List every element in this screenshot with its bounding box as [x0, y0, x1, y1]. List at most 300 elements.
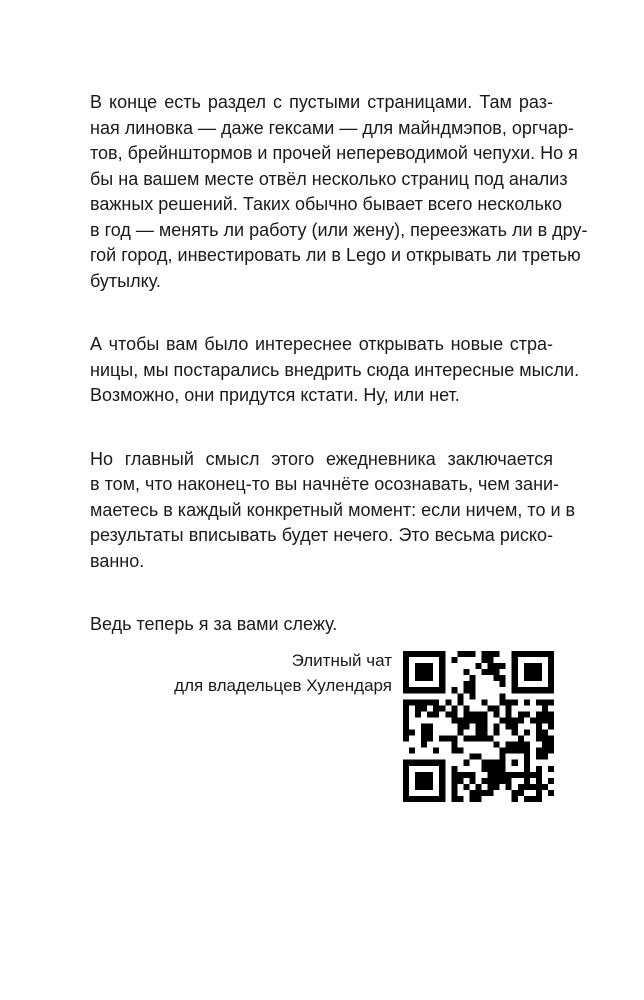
- qr-module: [500, 778, 506, 784]
- qr-module: [463, 705, 469, 711]
- qr-module: [403, 790, 409, 796]
- qr-module: [500, 748, 506, 754]
- qr-module: [463, 711, 469, 717]
- qr-module: [542, 711, 548, 717]
- qr-module: [530, 663, 536, 669]
- qr-module: [506, 784, 512, 790]
- qr-module: [488, 778, 494, 784]
- qr-module: [439, 651, 445, 657]
- qr-module: [439, 675, 445, 681]
- qr-module: [427, 723, 433, 729]
- qr-module: [488, 772, 494, 778]
- qr-module: [536, 717, 542, 723]
- qr-module: [536, 675, 542, 681]
- qr-module: [512, 796, 518, 802]
- qr-module: [494, 675, 500, 681]
- qr-module: [512, 772, 518, 778]
- qr-module: [469, 711, 475, 717]
- qr-module: [524, 778, 530, 784]
- qr-module: [500, 681, 506, 687]
- qr-module: [403, 651, 409, 657]
- qr-module: [403, 760, 409, 766]
- qr-module: [427, 651, 433, 657]
- qr-module: [530, 784, 536, 790]
- text-line: в том, что наконец-то вы начнёте осознавать, чем зани-: [90, 474, 560, 494]
- text-line: Возможно, они придутся кстати. Ну, или нет.: [90, 385, 460, 405]
- qr-module: [445, 711, 451, 717]
- qr-module: [421, 663, 427, 669]
- qr-module: [494, 784, 500, 790]
- qr-module: [542, 754, 548, 760]
- qr-module: [427, 760, 433, 766]
- qr-module: [439, 687, 445, 693]
- qr-module: [500, 772, 506, 778]
- qr-module: [439, 705, 445, 711]
- qr-module: [469, 778, 475, 784]
- qr-module: [451, 657, 457, 663]
- qr-module: [536, 778, 542, 784]
- qr-module: [524, 742, 530, 748]
- qr-module: [451, 687, 457, 693]
- qr-module: [524, 784, 530, 790]
- qr-module: [524, 760, 530, 766]
- qr-module: [530, 717, 536, 723]
- qr-module: [482, 651, 488, 657]
- qr-module: [439, 681, 445, 687]
- qr-module: [482, 723, 488, 729]
- qr-module: [494, 723, 500, 729]
- qr-module: [409, 687, 415, 693]
- qr-module: [403, 772, 409, 778]
- qr-module: [457, 699, 463, 705]
- qr-module: [506, 717, 512, 723]
- qr-module: [518, 790, 524, 796]
- qr-module: [500, 693, 506, 699]
- text-line: гой город, инвестировать ли в Lego и открывать ли третью: [90, 245, 581, 265]
- qr-module: [427, 711, 433, 717]
- qr-module: [488, 657, 494, 663]
- qr-module: [421, 760, 427, 766]
- qr-module: [433, 711, 439, 717]
- qr-module: [536, 723, 542, 729]
- qr-module: [421, 730, 427, 736]
- qr-module: [542, 717, 548, 723]
- qr-module: [433, 760, 439, 766]
- qr-module: [415, 705, 421, 711]
- qr-module: [482, 730, 488, 736]
- qr-module: [475, 736, 481, 742]
- qr-module: [463, 717, 469, 723]
- qr-module: [524, 675, 530, 681]
- qr-module: [403, 687, 409, 693]
- qr-module: [536, 711, 542, 717]
- qr-module: [403, 778, 409, 784]
- qr-module: [542, 748, 548, 754]
- qr-module: [536, 796, 542, 802]
- qr-module: [415, 778, 421, 784]
- qr-module: [463, 784, 469, 790]
- qr-caption-line-2: для владельцев Хулендаря: [174, 676, 392, 695]
- qr-module: [506, 742, 512, 748]
- qr-module: [409, 651, 415, 657]
- body-text: [65, 90, 588, 676]
- qr-module: [518, 784, 524, 790]
- qr-module: [469, 651, 475, 657]
- qr-module: [433, 699, 439, 705]
- qr-module: [403, 681, 409, 687]
- qr-module: [469, 717, 475, 723]
- qr-module: [542, 730, 548, 736]
- qr-module: [457, 778, 463, 784]
- qr-module: [494, 651, 500, 657]
- qr-module: [415, 711, 421, 717]
- qr-module: [439, 766, 445, 772]
- qr-module: [512, 730, 518, 736]
- qr-module: [524, 699, 530, 705]
- text-line: бутылку.: [90, 270, 161, 291]
- qr-module: [500, 663, 506, 669]
- qr-module: [433, 651, 439, 657]
- qr-module: [482, 657, 488, 663]
- qr-module: [451, 796, 457, 802]
- qr-module: [536, 790, 542, 796]
- qr-module: [433, 748, 439, 754]
- qr-module: [463, 723, 469, 729]
- qr-module: [518, 711, 524, 717]
- qr-module: [421, 796, 427, 802]
- qr-module: [530, 675, 536, 681]
- qr-module: [524, 796, 530, 802]
- qr-module: [548, 748, 554, 754]
- qr-module: [439, 796, 445, 802]
- qr-module: [415, 772, 421, 778]
- qr-module: [548, 742, 554, 748]
- qr-module: [427, 778, 433, 784]
- qr-module: [536, 754, 542, 760]
- qr-module: [512, 651, 518, 657]
- qr-module: [451, 748, 457, 754]
- qr-module: [409, 730, 415, 736]
- qr-module: [482, 736, 488, 742]
- qr-module: [494, 730, 500, 736]
- qr-module: [433, 796, 439, 802]
- text-line: бы на вашем месте отвёл несколько страниц под анализ: [90, 168, 568, 189]
- qr-module: [488, 760, 494, 766]
- qr-module: [427, 675, 433, 681]
- qr-module: [415, 784, 421, 790]
- qr-module: [415, 760, 421, 766]
- qr-module: [542, 705, 548, 711]
- qr-module: [548, 657, 554, 663]
- qr-module: [512, 742, 518, 748]
- qr-module: [433, 705, 439, 711]
- qr-module: [409, 796, 415, 802]
- qr-module: [439, 790, 445, 796]
- qr-module: [536, 766, 542, 772]
- qr-module: [512, 748, 518, 754]
- qr-module: [427, 772, 433, 778]
- qr-module: [415, 651, 421, 657]
- qr-module: [548, 717, 554, 723]
- qr-module: [512, 687, 518, 693]
- qr-module: [512, 790, 518, 796]
- qr-module: [421, 736, 427, 742]
- qr-module: [469, 736, 475, 742]
- qr-module: [403, 711, 409, 717]
- qr-module: [427, 796, 433, 802]
- qr-module: [548, 669, 554, 675]
- qr-module: [427, 699, 433, 705]
- qr-module: [548, 711, 554, 717]
- qr-module: [512, 717, 518, 723]
- text-line: А чтобы вам было интереснее открывать новые стра-: [90, 334, 553, 354]
- qr-module: [475, 663, 481, 669]
- qr-module: [512, 657, 518, 663]
- qr-module: [427, 687, 433, 693]
- qr-module: [403, 796, 409, 802]
- qr-module: [427, 669, 433, 675]
- qr-module: [500, 675, 506, 681]
- qr-module: [475, 796, 481, 802]
- qr-module: [403, 657, 409, 663]
- qr-module: [457, 772, 463, 778]
- qr-module: [488, 651, 494, 657]
- text-line: ницы, мы постарались внедрить сюда интересные мысли.: [90, 359, 580, 380]
- qr-module: [415, 687, 421, 693]
- qr-module: [445, 699, 451, 705]
- qr-module: [524, 772, 530, 778]
- qr-module: [475, 717, 481, 723]
- qr-module: [469, 754, 475, 760]
- qr-module: [427, 784, 433, 790]
- qr-module: [506, 705, 512, 711]
- qr-module: [524, 687, 530, 693]
- qr-module: [403, 723, 409, 729]
- qr-module: [494, 663, 500, 669]
- qr-module: [457, 730, 463, 736]
- qr-module: [482, 790, 488, 796]
- qr-module: [542, 687, 548, 693]
- qr-caption-line-1: Элитный чат: [291, 651, 392, 670]
- qr-module: [524, 730, 530, 736]
- qr-module: [506, 723, 512, 729]
- qr-module: [548, 736, 554, 742]
- qr-module: [530, 772, 536, 778]
- qr-module: [409, 760, 415, 766]
- qr-module: [548, 699, 554, 705]
- qr-module: [421, 705, 427, 711]
- qr-module: [506, 711, 512, 717]
- qr-module: [475, 784, 481, 790]
- qr-module: [488, 669, 494, 675]
- qr-module: [548, 681, 554, 687]
- qr-module: [548, 790, 554, 796]
- text-line: ная линовка — даже гексами — для майндмэпов, оргчар-: [90, 117, 574, 138]
- qr-module: [536, 784, 542, 790]
- qr-module: [530, 687, 536, 693]
- qr-module: [536, 651, 542, 657]
- qr-module: [475, 790, 481, 796]
- qr-module: [542, 651, 548, 657]
- qr-module: [482, 766, 488, 772]
- qr-module: [415, 675, 421, 681]
- qr-module: [548, 778, 554, 784]
- qr-module: [469, 675, 475, 681]
- qr-module: [439, 663, 445, 669]
- paragraph-3: [65, 447, 576, 575]
- qr-module: [494, 760, 500, 766]
- qr-module: [518, 742, 524, 748]
- qr-module: [542, 742, 548, 748]
- qr-module: [421, 651, 427, 657]
- qr-module: [518, 748, 524, 754]
- qr-module: [536, 772, 542, 778]
- qr-module: [469, 687, 475, 693]
- text-line: маетесь в каждый конкретный момент: если ничем, то и в: [90, 499, 576, 520]
- qr-module: [482, 760, 488, 766]
- qr-module: [439, 736, 445, 742]
- qr-module: [451, 711, 457, 717]
- qr-module: [421, 687, 427, 693]
- qr-module: [451, 772, 457, 778]
- qr-module: [457, 796, 463, 802]
- qr-module: [409, 699, 415, 705]
- qr-module: [506, 778, 512, 784]
- text-line: в год — менять ли работу (или жену), переезжать ли в дру-: [90, 219, 588, 240]
- qr-module: [524, 754, 530, 760]
- qr-module: [457, 693, 463, 699]
- qr-module: [451, 784, 457, 790]
- qr-module: [536, 736, 542, 742]
- qr-module: [524, 766, 530, 772]
- qr-module: [524, 748, 530, 754]
- qr-module: [542, 736, 548, 742]
- qr-module: [488, 705, 494, 711]
- qr-module: [512, 675, 518, 681]
- qr-module: [469, 790, 475, 796]
- qr-module: [439, 657, 445, 663]
- qr-module: [463, 669, 469, 675]
- qr-module: [463, 681, 469, 687]
- qr-module: [403, 675, 409, 681]
- qr-module: [506, 772, 512, 778]
- qr-module: [403, 705, 409, 711]
- qr-module: [494, 705, 500, 711]
- qr-module: [494, 669, 500, 675]
- qr-module: [536, 730, 542, 736]
- qr-module: [451, 766, 457, 772]
- qr-module: [512, 663, 518, 669]
- qr-module: [548, 651, 554, 657]
- qr-module: [500, 754, 506, 760]
- qr-module: [512, 699, 518, 705]
- qr-module: [488, 736, 494, 742]
- qr-module: [415, 669, 421, 675]
- qr-module: [512, 681, 518, 687]
- qr-module: [421, 742, 427, 748]
- qr-module: [482, 711, 488, 717]
- qr-module: [518, 772, 524, 778]
- qr-module: [409, 748, 415, 754]
- qr-module: [421, 675, 427, 681]
- qr-module: [536, 663, 542, 669]
- qr-module: [457, 748, 463, 754]
- qr-module: [548, 663, 554, 669]
- qr-module: [548, 766, 554, 772]
- qr-module: [427, 663, 433, 669]
- qr-module: [494, 772, 500, 778]
- qr-module: [421, 669, 427, 675]
- qr-module: [421, 784, 427, 790]
- qr-module: [475, 730, 481, 736]
- qr-module: [482, 717, 488, 723]
- qr-module: [469, 693, 475, 699]
- qr-module: [415, 796, 421, 802]
- qr-code[interactable]: [403, 651, 554, 802]
- qr-module: [548, 675, 554, 681]
- qr-module: [457, 717, 463, 723]
- qr-module: [463, 736, 469, 742]
- paragraph-4: [65, 612, 553, 638]
- qr-module: [488, 663, 494, 669]
- qr-module: [403, 699, 409, 705]
- qr-module: [463, 651, 469, 657]
- text-line: важных решений. Таких обычно бывает всего несколько: [90, 194, 562, 214]
- qr-module: [439, 760, 445, 766]
- qr-module: [494, 742, 500, 748]
- text-line: тов, брейнштормов и прочей непереводимой чепухи. Но я: [90, 143, 578, 163]
- qr-module: [494, 766, 500, 772]
- qr-module: [536, 669, 542, 675]
- qr-module: [530, 796, 536, 802]
- qr-module: [524, 651, 530, 657]
- qr-module: [451, 742, 457, 748]
- qr-module: [536, 687, 542, 693]
- qr-module: [463, 687, 469, 693]
- qr-module: [488, 766, 494, 772]
- qr-caption: [174, 648, 392, 698]
- qr-module: [512, 760, 518, 766]
- qr-module: [427, 730, 433, 736]
- qr-module: [403, 663, 409, 669]
- qr-module: [506, 748, 512, 754]
- qr-module: [524, 669, 530, 675]
- qr-module: [439, 784, 445, 790]
- qr-module: [403, 717, 409, 723]
- qr-module: [463, 772, 469, 778]
- qr-module: [494, 711, 500, 717]
- qr-module: [403, 669, 409, 675]
- text-line: ванно.: [90, 550, 145, 571]
- qr-module: [524, 711, 530, 717]
- qr-module: [457, 651, 463, 657]
- qr-module: [512, 669, 518, 675]
- qr-module: [518, 717, 524, 723]
- qr-module: [463, 760, 469, 766]
- qr-module: [518, 687, 524, 693]
- qr-module: [451, 705, 457, 711]
- qr-module: [548, 687, 554, 693]
- qr-module: [433, 687, 439, 693]
- qr-module: [542, 699, 548, 705]
- text-line: Ведь теперь я за вами слежу.: [90, 614, 338, 634]
- text-line: результаты вписывать будет нечего. Это весьма риско-: [90, 525, 553, 545]
- qr-module: [469, 772, 475, 778]
- text-line: Но главный смысл этого ежедневника заключается: [90, 448, 553, 469]
- qr-module: [518, 736, 524, 742]
- qr-module: [439, 778, 445, 784]
- qr-module: [500, 760, 506, 766]
